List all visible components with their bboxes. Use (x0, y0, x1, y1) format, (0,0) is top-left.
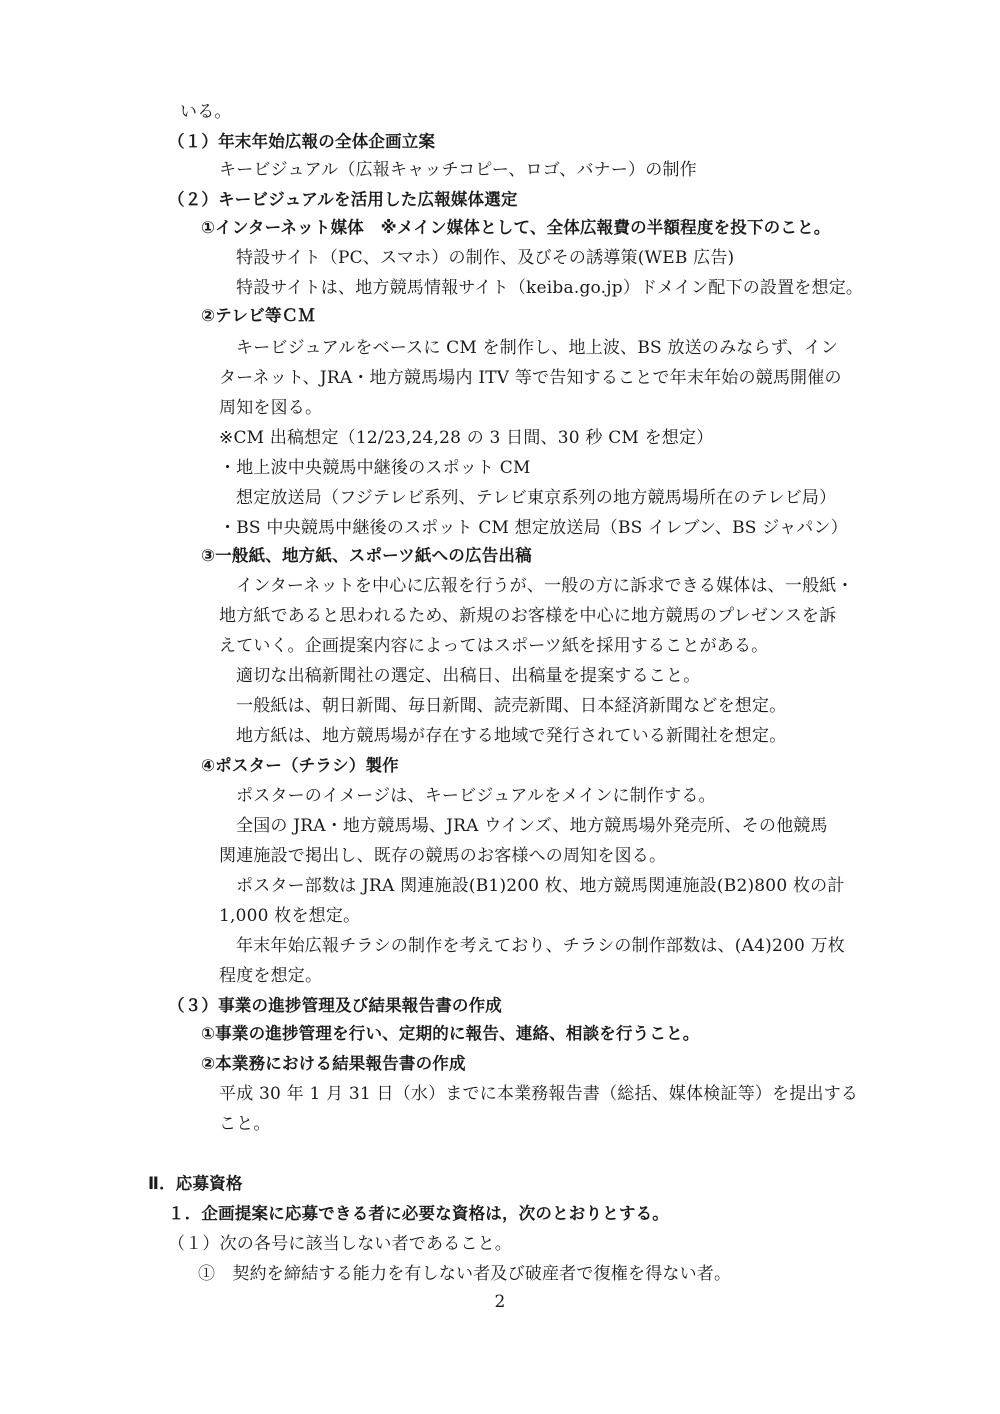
text-line: 地方紙は、地方競馬場が存在する地域で発行されている新聞社を想定。 (236, 726, 787, 746)
text-line: ターネット、JRA・地方競馬場内 ITV 等で告知することで年末年始の競馬開催の (219, 368, 842, 388)
text-line: 全国の JRA・地方競馬場、JRA ウインズ、地方競馬場外発売所、その他競馬 (236, 816, 828, 836)
text-line: こと。 (219, 1114, 271, 1134)
text-line: 平成 30 年 1 月 31 日（水）までに本業務報告書（総括、媒体検証等）を提出する (219, 1084, 859, 1104)
subsection-heading: ①インターネット媒体 ※メイン媒体として、全体広報費の半額程度を投下のこと。 (201, 218, 831, 237)
text-line: えていく。企画提案内容によってはスポーツ紙を採用することがある。 (219, 636, 769, 656)
text-line: 年末年始広報チラシの制作を考えており、チラシの制作部数は、(A4)200 万枚 (236, 936, 846, 956)
text-line: 適切な出稿新聞社の選定、出稿日、出稿量を提案すること。 (236, 666, 701, 686)
text-line: インターネットを中心に広報を行うが、一般の方に訴求できる媒体は、一般紙・ (236, 576, 854, 596)
text-line: ポスター部数は JRA 関連施設(B1)200 枚、地方競馬関連施設(B2)800 枚の計 (236, 876, 845, 896)
text-line: 想定放送局（フジテレビ系列、テレビ東京系列の地方競馬場所在のテレビ局） (236, 488, 837, 508)
subsection-heading: ②テレビ等ＣＭ (201, 306, 316, 325)
text-line: 地方紙であると思われるため、新規のお客様を中心に地方競馬のプレゼンスを訴 (219, 606, 837, 626)
text-line: 周知を図る。 (219, 398, 323, 418)
text-line: 程度を想定。 (219, 966, 323, 986)
subsection-heading: ③一般紙、地方紙、スポーツ紙への広告出稿 (201, 546, 532, 565)
subsection-heading: ①事業の進捗管理を行い、定期的に報告、連絡、相談を行うこと。 (201, 1024, 700, 1043)
text-line: （１）次の各号に該当しない者であること。 (168, 1234, 512, 1254)
text-line: ※CM 出稿想定（12/23,24,28 の 3 日間、30 秒 CM を想定） (219, 428, 714, 448)
text-line: ・BS 中央競馬中継後のスポット CM 想定放送局（BS イレブン、BS ジャパン） (219, 518, 848, 538)
section-heading: （１）年末年始広報の全体企画立案 (168, 132, 436, 151)
subsection-heading: ④ポスター（チラシ）製作 (201, 756, 399, 775)
text-line: 特設サイトは、地方競馬情報サイト（keiba.go.jp）ドメイン配下の設置を想定。 (236, 278, 864, 298)
section-heading: １．企画提案に応募できる者に必要な資格は，次のとおりとする。 (168, 1204, 669, 1223)
page-number: 2 (494, 1292, 506, 1312)
text-line: 特設サイト（PC、スマホ）の制作、及びその誘導策(WEB 広告) (236, 248, 735, 268)
section-heading: （２）キービジュアルを活用した広報媒体選定 (168, 190, 518, 209)
subsection-heading: ②本業務における結果報告書の作成 (201, 1054, 466, 1073)
text-line: 1,000 枚を想定。 (219, 906, 361, 926)
chapter-heading: Ⅱ．応募資格 (148, 1174, 243, 1193)
text-line: 関連施設で掲出し、既存の競馬のお客様への周知を図る。 (219, 846, 667, 866)
text-line: ① 契約を締結する能力を有しない者及び破産者で復権を得ない者。 (198, 1264, 732, 1284)
text-line: ポスターのイメージは、キービジュアルをメインに制作する。 (236, 786, 716, 806)
section-heading: （３）事業の進捗管理及び結果報告書の作成 (168, 996, 502, 1015)
text-line: いる。 (180, 102, 232, 122)
text-line: キービジュアルをベースに CM を制作し、地上波、BS 放送のみならず、イン (236, 338, 839, 358)
text-line: キービジュアル（広報キャッチコピー、ロゴ、バナー）の制作 (219, 160, 697, 180)
text-line: ・地上波中央競馬中継後のスポット CM (219, 458, 531, 478)
text-line: 一般紙は、朝日新聞、毎日新聞、読売新聞、日本経済新聞などを想定。 (236, 696, 787, 716)
